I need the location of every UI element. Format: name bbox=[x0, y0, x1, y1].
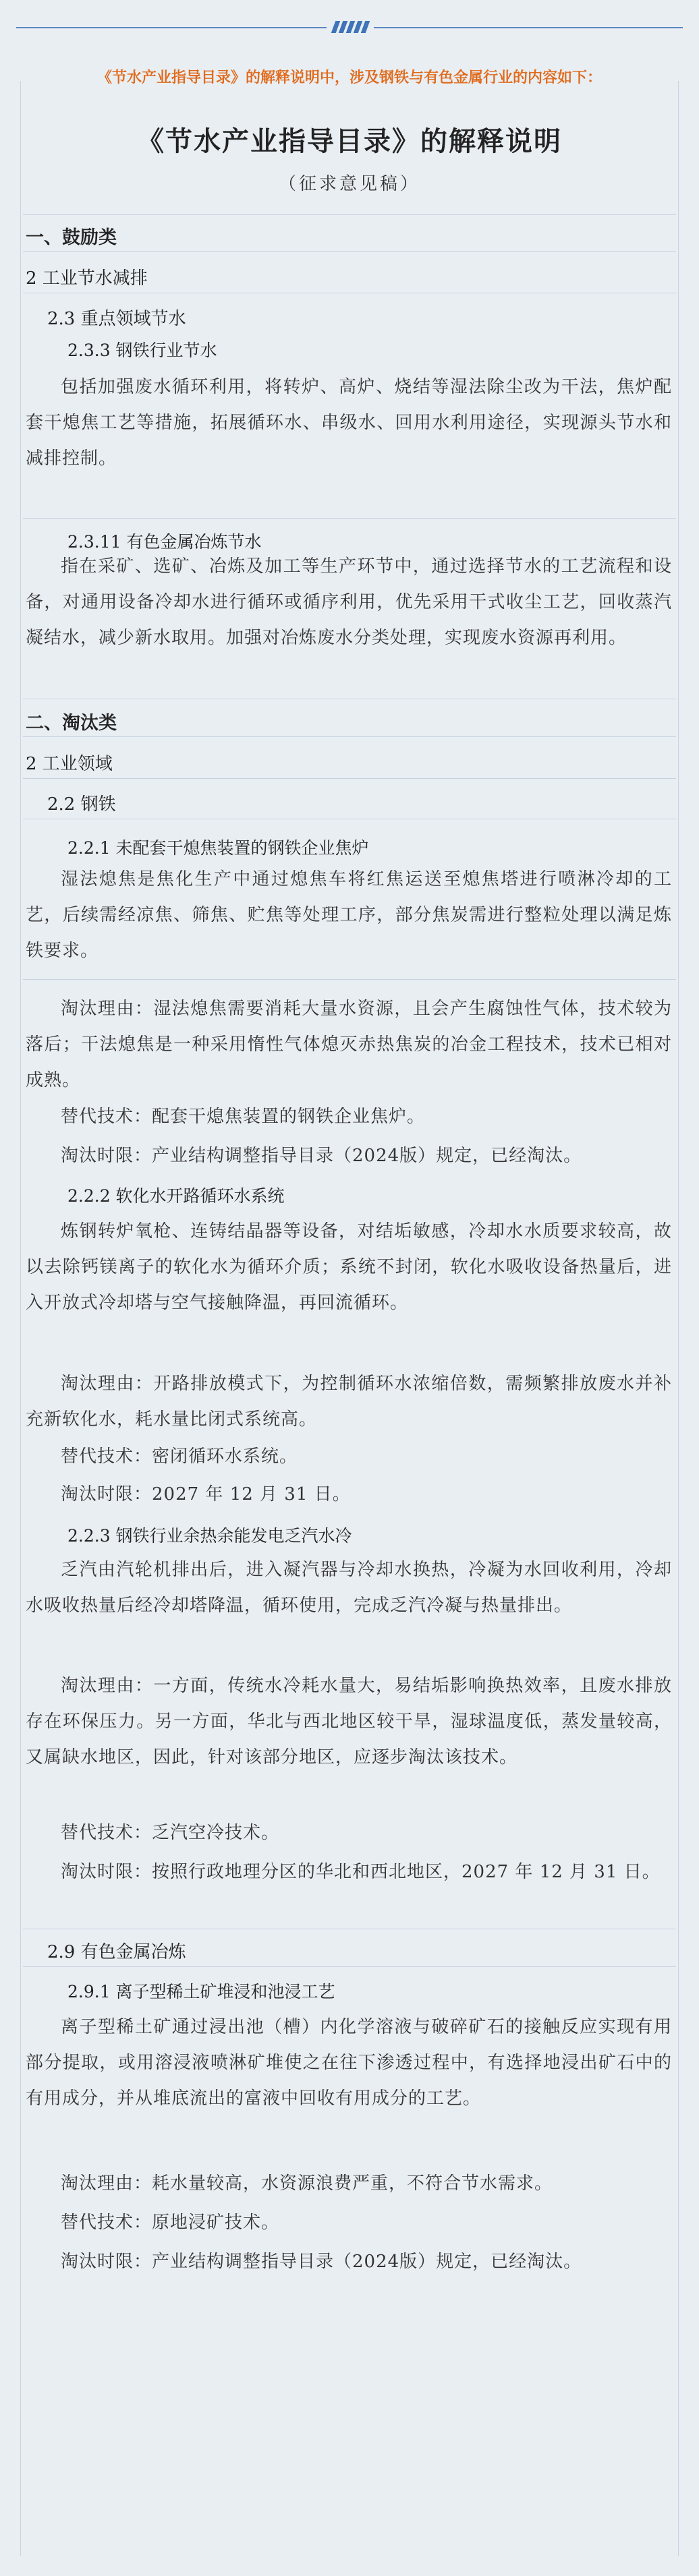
paragraph: 炼钢转炉氧枪、连铸结晶器等设备，对结垢敏感，冷却水水质要求较高，故以去除钙镁离子的软化水为循环介质；系统不封闭，软化水吸收设备热量后，进入开放式冷却塔与空气接触降温，再回流循环。 bbox=[26, 1221, 672, 1313]
item-heading: 2.2.1 未配套干熄焦装置的钢铁企业焦炉 bbox=[67, 838, 369, 858]
item-heading: 2.2.3 钢铁行业余热余能发电乏汽水冷 bbox=[67, 1526, 352, 1546]
item-heading: 2.3.11 有色金属冶炼节水 bbox=[67, 532, 262, 552]
paragraph: 淘汰理由：开路排放模式下，为控制循环水浓缩倍数，需频繁排放废水并补充新软化水，耗水量比闭式系统高。 bbox=[26, 1374, 672, 1430]
paragraph: 淘汰时限：产业结构调整指导目录（2024版）规定，已经淘汰。 bbox=[61, 1146, 582, 1166]
paragraph: 替代技术：密闭循环水系统。 bbox=[61, 1446, 298, 1467]
paragraph: 包括加强废水循环利用，将转炉、高炉、烧结等湿法除尘改为干法，焦炉配套干熄焦工艺等措施，拓展循环水、串级水、回用水利用途径，实现源头节水和减排控制。 bbox=[26, 377, 672, 469]
document-subtitle: （征求意见稿） bbox=[278, 174, 420, 194]
paragraph: 替代技术：原地浸矿技术。 bbox=[61, 2213, 280, 2233]
item-heading: 2.9.1 离子型稀土矿堆浸和池浸工艺 bbox=[67, 1982, 335, 2001]
paragraph: 淘汰时限：2027 年 12 月 31 日。 bbox=[61, 1484, 351, 1504]
document-title: 《节水产业指导目录》的解释说明 bbox=[137, 125, 562, 157]
paragraph: 淘汰时限：按照行政地理分区的华北和西北地区，2027 年 12 月 31 日。 bbox=[61, 1862, 661, 1882]
paragraph: 淘汰时限：产业结构调整指导目录（2024版）规定，已经淘汰。 bbox=[61, 2252, 582, 2272]
content-frame bbox=[20, 81, 679, 2556]
section-heading-eliminated: 二、淘汰类 bbox=[26, 713, 117, 734]
subsection-heading: 2 工业节水减排 bbox=[26, 268, 148, 289]
paragraph: 替代技术：乏汽空冷技术。 bbox=[61, 1823, 280, 1843]
paragraph: 淘汰理由：耗水量较高，水资源浪费严重，不符合节水需求。 bbox=[61, 2173, 553, 2194]
paragraph: 替代技术：配套干熄焦装置的钢铁企业焦炉。 bbox=[61, 1107, 426, 1127]
paragraph: 指在采矿、选矿、冶炼及加工等生产环节中，通过选择节水的工艺流程和设备，对通用设备冷却水进行循环或循序利用，优先采用干式收尘工艺，回收蒸汽凝结水，减少新水取用。加强对冶炼废水分类处理，实现废水资源再利用。 bbox=[26, 556, 672, 648]
header-stripes-icon bbox=[327, 19, 374, 35]
section-heading-encouraged: 一、鼓励类 bbox=[26, 227, 117, 248]
item-heading: 2.3.3 钢铁行业节水 bbox=[67, 341, 217, 360]
subsection-heading: 2.2 钢铁 bbox=[47, 794, 116, 815]
subsection-heading: 2 工业领域 bbox=[26, 754, 113, 774]
paragraph: 离子型稀土矿通过浸出池（槽）内化学溶液与破碎矿石的接触反应实现有用部分提取，或用溶浸液喷淋矿堆使之在往下渗透过程中，有选择地浸出矿石中的有用成分，并从堆底流出的富液中回收有用成分的工艺。 bbox=[26, 2017, 672, 2109]
intro-text: 《节水产业指导目录》的解释说明中，涉及钢铁与有色金属行业的内容如下： bbox=[96, 69, 602, 86]
subsection-heading: 2.9 有色金属冶炼 bbox=[47, 1942, 186, 1962]
paragraph: 乏汽由汽轮机排出后，进入凝汽器与冷却水换热，冷凝为水回收利用，冷却水吸收热量后经冷却塔降温，循环使用，完成乏汽冷凝与热量排出。 bbox=[26, 1560, 672, 1616]
paragraph: 淘汰理由：湿法熄焦需要消耗大量水资源，且会产生腐蚀性气体，技术较为落后；干法熄焦是一种采用惰性气体熄灭赤热焦炭的冶金工程技术，技术已相对成熟。 bbox=[26, 999, 672, 1090]
subsection-heading: 2.3 重点领域节水 bbox=[47, 309, 186, 329]
paragraph: 淘汰理由：一方面，传统水冷耗水量大，易结垢影响换热效率，且废水排放存在环保压力。另一方面，华北与西北地区较干旱，湿球温度低，蒸发量较高，又属缺水地区，因此，针对该部分地区，应逐步淘汰该技术。 bbox=[26, 1676, 672, 1767]
paragraph: 湿法熄焦是焦化生产中通过熄焦车将红焦运送至熄焦塔进行喷淋冷却的工艺，后续需经凉焦、筛焦、贮焦等处理工序，部分焦炭需进行整粒处理以满足炼铁要求。 bbox=[26, 869, 672, 961]
item-heading: 2.2.2 软化水开路循环水系统 bbox=[67, 1186, 285, 1206]
